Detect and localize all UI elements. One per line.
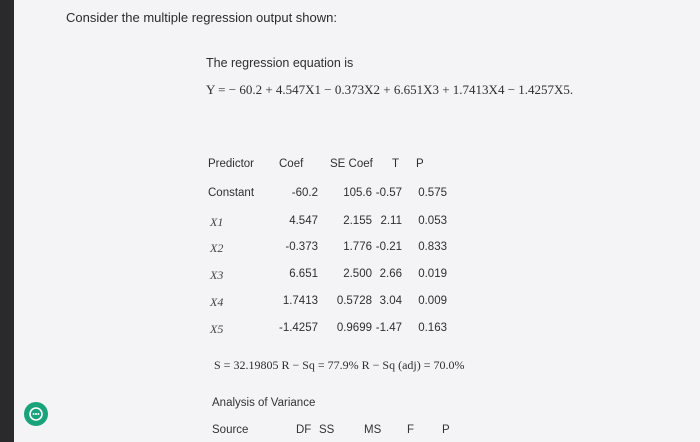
model-summary-stats: S = 32.19805 R − Sq = 77.9% R − Sq (adj) = 70.0%	[214, 358, 465, 372]
assistant-badge-icon[interactable]	[24, 402, 48, 426]
table-cell-coef: 4.547	[289, 215, 318, 227]
table-cell-se: 2.500	[343, 268, 372, 280]
table-cell-t: -1.47	[375, 322, 402, 334]
anova-header-ss: SS	[319, 424, 335, 436]
table-cell-t: 2.11	[380, 215, 402, 227]
table-cell-p: 0.019	[418, 268, 447, 280]
table-row-x5-label: X5	[210, 322, 224, 336]
table-cell-coef: -0.373	[285, 241, 318, 253]
table-cell-t: 2.66	[379, 268, 402, 280]
question-prompt: Consider the multiple regression output shown:	[66, 10, 337, 25]
regression-equation: Y = − 60.2 + 4.547X1 − 0.373X2 + 6.651X3 + 1.7413X4 − 1.4257X5.	[206, 82, 574, 97]
table-row-constant-label: Constant	[208, 187, 255, 199]
anova-title: Analysis of Variance	[212, 397, 316, 409]
table-cell-p: 0.163	[418, 322, 447, 334]
header-predictor: Predictor	[208, 158, 255, 170]
header-coef: Coef	[279, 158, 304, 170]
table-cell-t: 3.04	[379, 295, 402, 307]
table-cell-coef: -60.2	[291, 187, 318, 199]
table-cell-se: 0.9699	[336, 322, 372, 334]
anova-header-source: Source	[212, 424, 249, 436]
table-row-x1-label: X1	[210, 215, 224, 229]
header-t: T	[392, 158, 400, 170]
table-cell-coef: -1.4257	[278, 322, 318, 334]
table-row-x2-label: X2	[210, 241, 224, 255]
table-row-x4-label: X4	[210, 295, 224, 309]
table-cell-se: 2.155	[343, 215, 372, 227]
table-cell-p: 0.053	[418, 215, 447, 227]
regression-heading: The regression equation is	[206, 56, 354, 70]
table-cell-t: -0.21	[375, 241, 402, 253]
table-cell-se: 105.6	[343, 187, 372, 199]
table-cell-coef: 6.651	[289, 268, 318, 280]
table-cell-p: 0.833	[418, 241, 447, 253]
table-cell-se: 0.5728	[336, 295, 372, 307]
header-p: P	[416, 158, 424, 170]
table-cell-p: 0.575	[418, 187, 447, 199]
anova-header-ms: MS	[364, 424, 382, 436]
anova-header-f: F	[407, 424, 415, 436]
table-cell-coef: 1.7413	[282, 295, 318, 307]
table-cell-t: -0.57	[375, 187, 402, 199]
chat-bubble-icon	[28, 406, 44, 422]
table-cell-p: 0.009	[418, 295, 447, 307]
header-se-coef: SE Coef	[330, 158, 373, 170]
anova-header-df: DF	[296, 424, 312, 436]
anova-header-p: P	[442, 424, 450, 436]
document-sheet	[14, 0, 700, 442]
table-cell-se: 1.776	[343, 241, 372, 253]
table-row-x3-label: X3	[210, 268, 224, 282]
